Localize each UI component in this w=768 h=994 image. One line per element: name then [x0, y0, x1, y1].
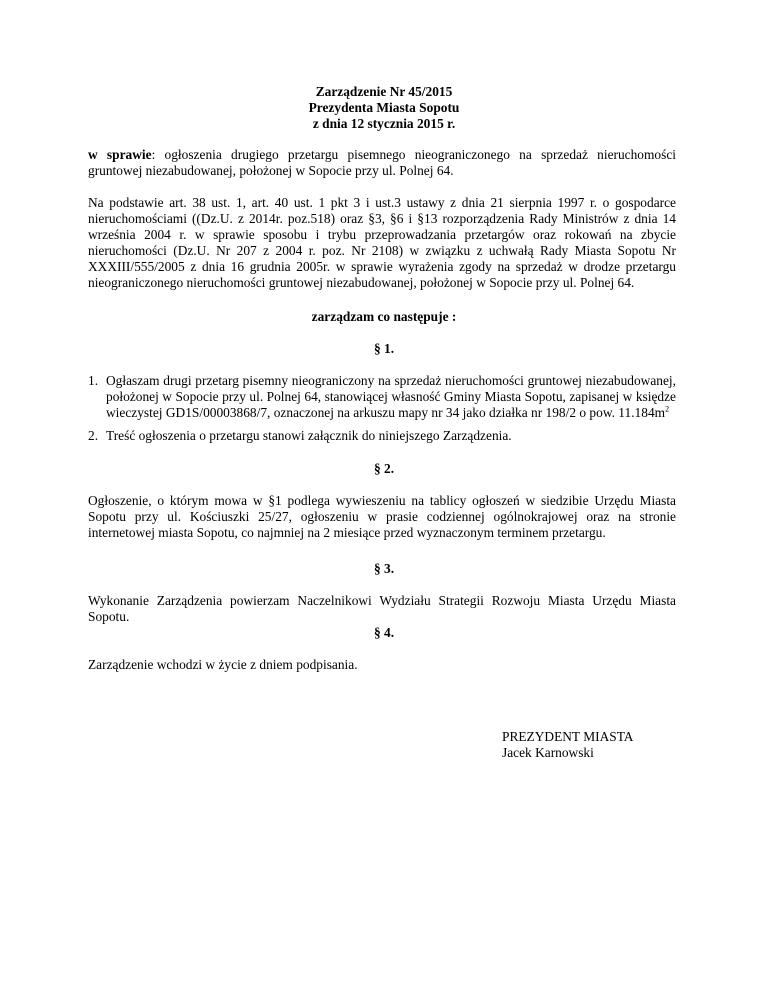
- section-3-heading: § 3.: [373, 561, 395, 576]
- ordinance-number: Zarządzenie Nr 45/2015: [315, 84, 453, 99]
- subject-text: : ogłoszenia drugiego przetargu pisemnego nieograniczonego na sprzedaż nieruchomości gruntowej niezabudowanej, położonej w Sopocie przy ul. Polnej 64.: [88, 147, 676, 178]
- list-item-1: [88, 373, 676, 421]
- document-header: [0, 84, 768, 132]
- section-3-text: Wykonanie Zarządzenia powierzam Naczelnikowi Wydziału Strategii Rozwoju Miasta Urzędu Miasta Sopotu.: [88, 593, 676, 624]
- ordinance-date: z dnia 12 stycznia 2015 r.: [312, 116, 456, 131]
- subject-label: w sprawie: [88, 147, 152, 162]
- list-number: 2.: [88, 428, 99, 443]
- list-item-2-text: Treść ogłoszenia o przetargu stanowi załącznik do niniejszego Zarządzenia.: [106, 428, 512, 443]
- subject-paragraph: [88, 147, 676, 179]
- list-number: 1.: [88, 373, 99, 388]
- section-4-text: Zarządzenie wchodzi w życie z dniem podpisania.: [88, 657, 358, 672]
- signature-name: Jacek Karnowski: [502, 745, 594, 760]
- signature-block: [502, 729, 633, 761]
- signature-title: PREZYDENT MIASTA: [502, 729, 634, 744]
- section-2-heading: § 2.: [373, 461, 395, 476]
- section-1-heading: § 1.: [373, 341, 395, 356]
- section-4-heading: § 4.: [373, 625, 395, 640]
- legal-basis-paragraph: Na podstawie art. 38 ust. 1, art. 40 ust. 1 pkt 3 i ust.3 ustawy z dnia 21 sierpnia 1997 r. o gospodarce nieruchomościami ((Dz.U. z 2014r. poz.518) oraz §3, §6 i §13 rozporządzenia Rady Ministrów z dnia 14 września 2004 r. w sprawie sposobu i trybu przeprowadzania przetargów oraz rokowań na zbycie nieruchomości (Dz.U. Nr 207 z 2004 r. poz. Nr 2108) w związku z uchwałą Rady Miasta Sopotu Nr XXXIII/555/2005 z dnia 16 grudnia 2005r. w sprawie wyrażenia zgody na sprzedaż w drodze przetargu nieograniczonego nieruchomości gruntowej niezabudowanej, położonej w Sopocie przy ul. Polnej 64.: [88, 195, 676, 290]
- decree-heading: zarządzam co następuje :: [311, 309, 457, 324]
- superscript: 2: [665, 404, 670, 414]
- section-2-text: Ogłoszenie, o którym mowa w §1 podlega wywieszeniu na tablicy ogłoszeń w siedzibie Urzędu Miasta Sopotu przy ul. Kościuszki 25/27, ogłoszeniu w prasie codziennej ogólnokrajowej oraz na stronie internetowej miasta Sopotu, co najmniej na 2 miesiące przed wyznaczonym terminem przetargu.: [88, 493, 676, 540]
- issuer: Prezydenta Miasta Sopotu: [308, 100, 460, 115]
- list-item-2: [88, 428, 676, 444]
- list-item-1-text: Ogłaszam drugi przetarg pisemny nieograniczony na sprzedaż nieruchomości gruntowej niezabudowanej, położonej w Sopocie przy ul. Polnej 64, stanowiącej własność Gminy Miasta Sopotu, zapisanej w księdze wieczystej GD1S/00003868/7, oznaczonej na arkuszu mapy nr 34 jako działka nr 198/2 o pow. 11.184m: [106, 373, 676, 420]
